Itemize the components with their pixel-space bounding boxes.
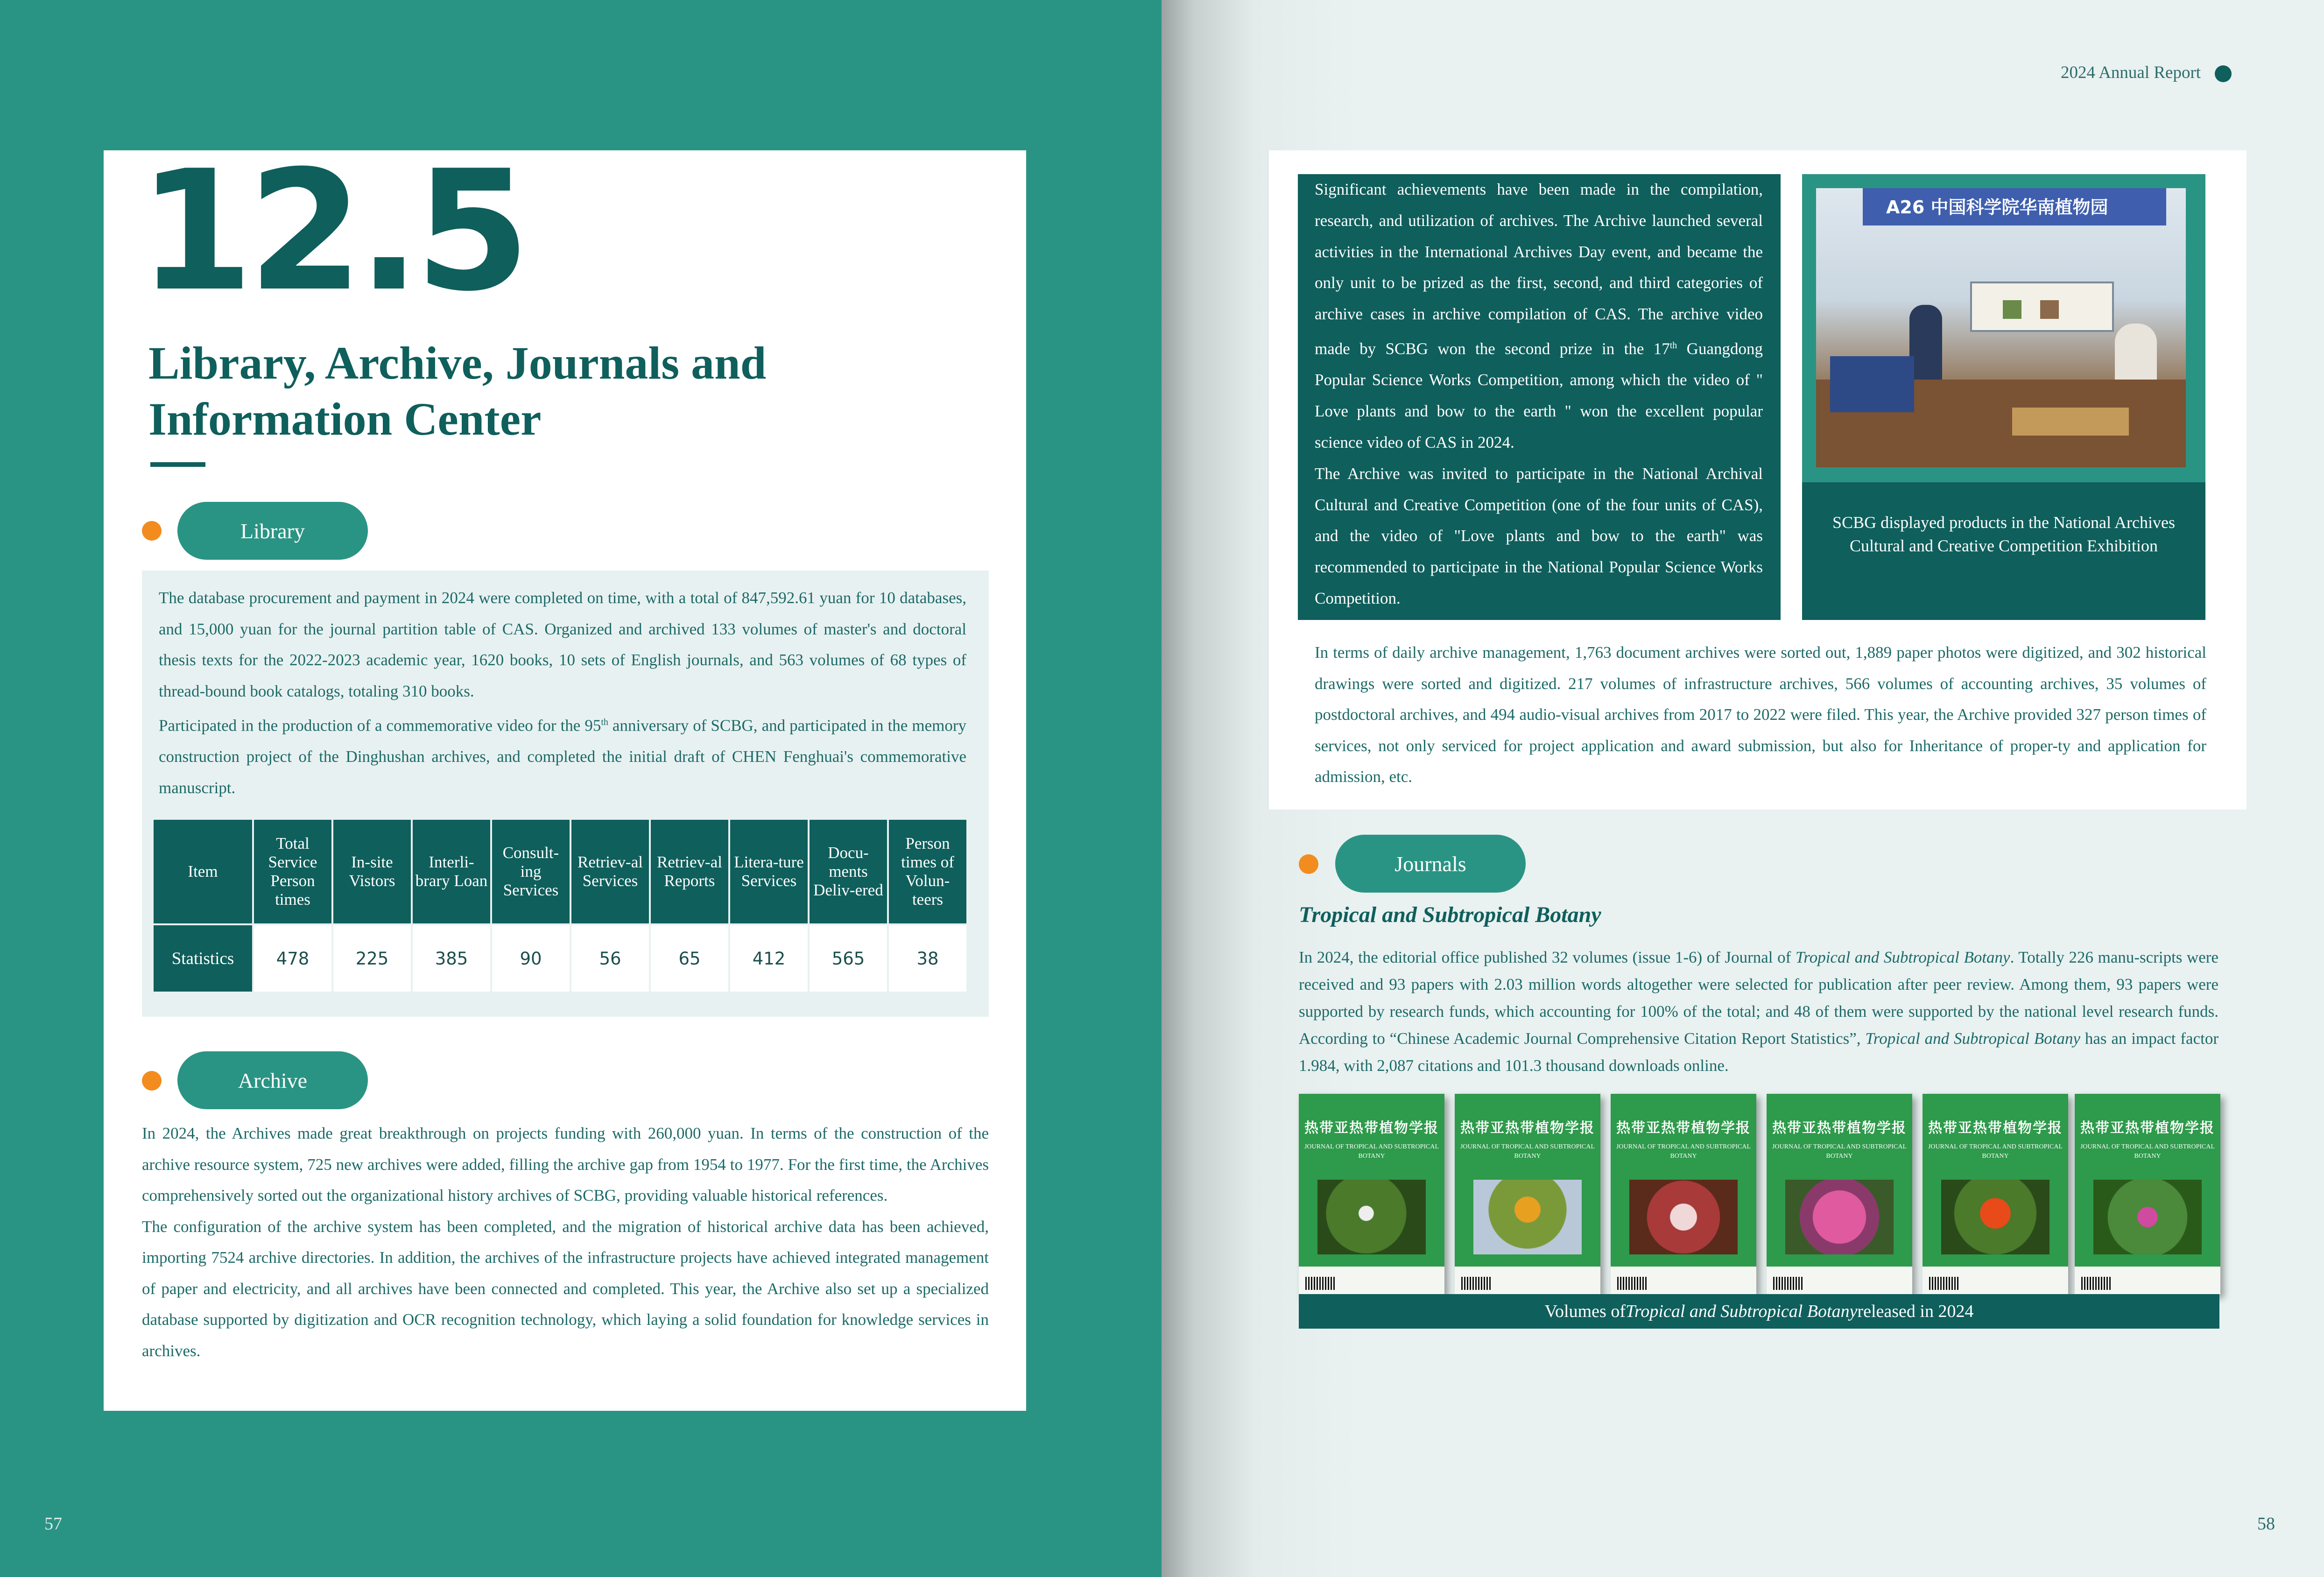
archive-paragraph-2: The configuration of the archive system has been completed, and the migration of historical archive data has been achieved, importing 7524 archive directories. In addition, the archives of the infrastructure projects have achieved integrated management of paper and electricity, and all archives have been connected and completed. This year, the Archive also set up a specialized database supported by digitization and OCR recognition technology, which laying a solid foundation for knowledge services in archives.: [142, 1217, 989, 1360]
table-cell: 225: [332, 924, 412, 993]
cover-barcode: [2081, 1277, 2111, 1290]
archive-highlight-paragraph-1: Significant achievements have been made in the compilation, research, and utilization of archives. The Archive launched several activities in the International Archives Day event, and became the only unit to be prized as the first, second, and third categories of archive cases in archive compilation of CAS. The archive video made by SCBG won the second prize in the 17th Guangdong Popular Science Works Competition, among which the video of " Love plants and bow to the earth " won the excellent popular science video of CAS in 2024.: [1315, 180, 1763, 452]
page-number-left: 57: [44, 1514, 62, 1534]
cover-plant-image: [1473, 1180, 1582, 1254]
archive-text: [142, 1118, 989, 1366]
table-cell: 412: [729, 924, 809, 993]
table-row: [153, 924, 967, 993]
journals-heading: Journals: [1335, 835, 1526, 893]
title-underline: [150, 462, 205, 467]
cover-barcode: [1773, 1277, 1803, 1290]
covers-caption: Volumes of Tropical and Subtropical Botany released in 2024: [1299, 1294, 2219, 1329]
cover-subtitle: JOURNAL OF TROPICAL AND SUBTROPICAL BOTANY: [1928, 1143, 2063, 1160]
cover-title: 热带亚热带植物学报: [1304, 1120, 1439, 1136]
table-cell: 56: [570, 924, 650, 993]
photo-artwork: [2040, 300, 2059, 319]
booth-sign-text: A26 中国科学院华南植物园: [1886, 197, 2108, 218]
table-header-row: [153, 819, 967, 924]
cover-plant-image: [1317, 1180, 1426, 1254]
section-number: 12.5: [138, 134, 525, 328]
cover-plant-image: [1629, 1180, 1738, 1254]
table-header-cell: Retriev-al Services: [570, 819, 650, 924]
table-cell: 385: [412, 924, 491, 993]
daily-management-paragraph: In terms of daily archive management, 1,763 document archives were sorted out, 1,889 paper photos were digitized, and 302 historical drawings were sorted and digitized. 217 volumes of infrastructure archives, 566 volumes of accounting archives, 35 volumes of postdoctoral archives, and 494 audio-visual archives from 2017 to 2022 were filed. This year, the Archive provided 327 person times of services, not only serviced for project application and award submission, but also for Inheritance of proper-ty and application for admission, etc.: [1315, 643, 2206, 786]
table-cell: 565: [809, 924, 888, 993]
cover-subtitle: JOURNAL OF TROPICAL AND SUBTROPICAL BOTANY: [1772, 1143, 1907, 1160]
cover-title: 热带亚热带植物学报: [1928, 1120, 2063, 1136]
table-cell: 65: [650, 924, 729, 993]
journal-name: Tropical and Subtropical Botany: [1299, 902, 1601, 927]
table-header-cell: Interli-brary Loan: [412, 819, 491, 924]
table-cell: 90: [491, 924, 570, 993]
daily-management-text: [1315, 637, 2206, 793]
report-header: 2024 Annual Report: [2061, 63, 2201, 82]
archive-highlight-text: [1315, 174, 1763, 614]
journal-cover: [1923, 1094, 2068, 1295]
photo-blue-boxes: [1830, 356, 1914, 412]
cover-barcode: [1929, 1277, 1959, 1290]
archive-paragraph-1: In 2024, the Archives made great breakthrough on projects funding with 260,000 yuan. In terms of the construction of the archive resource system, 725 new archives were added, filling the archive gap from 1954 to 1977. For the first time, the Archives comprehensively sorted out the organizational history archives of SCBG, providing valuable historical references.: [142, 1124, 989, 1204]
library-paragraph-1: The database procurement and payment in 2024 were completed on time, with a total of 847,592.61 yuan for 10 databases, and 15,000 yuan for the journal partition table of CAS. Organized and archived 133 volumes of master's and doctoral thesis texts for the 2022-2023 academic year, 1620 books, 10 sets of English journals, and 563 volumes of 68 types of thread-bound book catalogs, totaling 310 books.: [159, 589, 966, 700]
cover-barcode: [1305, 1277, 1335, 1290]
page-number-right: 58: [2257, 1514, 2275, 1534]
table-header-cell: Consult-ing Services: [491, 819, 570, 924]
table-header-cell: Person times of Volun-teers: [888, 819, 967, 924]
table-header-cell: Total Service Person times: [253, 819, 332, 924]
journal-cover: [1455, 1094, 1600, 1295]
cover-barcode: [1461, 1277, 1491, 1290]
table-header-cell: Retriev-al Reports: [650, 819, 729, 924]
cover-subtitle: JOURNAL OF TROPICAL AND SUBTROPICAL BOTANY: [1616, 1143, 1751, 1160]
cover-subtitle: JOURNAL OF TROPICAL AND SUBTROPICAL BOTANY: [2080, 1143, 2215, 1160]
library-paragraph-2: Participated in the production of a commemorative video for the 95th anniversary of SCBG, and participated in the memory construction project of the Dinghushan archives, and completed the initial draft of CHEN Fenghuai's commemorative manuscript.: [159, 716, 966, 797]
library-heading: Library: [177, 502, 368, 560]
cover-plant-image: [1941, 1180, 2049, 1254]
library-statistics-table: [152, 818, 968, 993]
library-text: [159, 583, 966, 803]
table-header-cell: Docu-ments Deliv-ered: [809, 819, 888, 924]
archive-heading: Archive: [177, 1051, 368, 1109]
table-row-label: Statistics: [153, 924, 253, 993]
journal-cover: [1767, 1094, 1912, 1295]
cover-subtitle: JOURNAL OF TROPICAL AND SUBTROPICAL BOTANY: [1304, 1143, 1439, 1160]
library-bullet-dot: [142, 521, 162, 541]
cover-title: 热带亚热带植物学报: [1772, 1120, 1907, 1136]
table-cell: 478: [253, 924, 332, 993]
journal-cover: [2075, 1094, 2220, 1295]
cover-plant-image: [1785, 1180, 1894, 1254]
table-cell: 38: [888, 924, 967, 993]
cover-title: 热带亚热带植物学报: [1616, 1120, 1751, 1136]
journal-cover: [1299, 1094, 1444, 1295]
exhibition-photo: [1816, 188, 2186, 467]
table-header-cell: In-site Vistors: [332, 819, 412, 924]
cover-title: 热带亚热带植物学报: [1460, 1120, 1595, 1136]
archive-highlight-paragraph-2: The Archive was invited to participate in the National Archival Cultural and Creative Competition (one of the four units of CAS), and the video of "Love plants and bow to the earth" was recommended to participate in the National Popular Science Works Competition.: [1315, 464, 1763, 608]
table-header-cell: Litera-ture Services: [729, 819, 809, 924]
photo-artwork: [2003, 300, 2021, 319]
cover-subtitle: JOURNAL OF TROPICAL AND SUBTROPICAL BOTANY: [1460, 1143, 1595, 1160]
archive-bullet-dot: [142, 1071, 162, 1091]
journals-bullet-dot: [1299, 854, 1318, 874]
journals-paragraph: In 2024, the editorial office published 32 volumes (issue 1-6) of Journal of Tropical and Subtropical Botany. Totally 226 manu-scripts were received and 93 papers with 2.03 million words altogether were selected for publication after peer review. Among them, 93 papers were supported by research funds, which accounting for 100% of the total; and 48 of them were supported by the national level research funds. According to “Chinese Academic Journal Comprehensive Citation Report Statistics”, Tropical and Subtropical Botany has an impact factor 1.984, with 2,087 citations and 101.3 thousand downloads online.: [1299, 948, 2218, 1075]
journal-cover: [1611, 1094, 1756, 1295]
header-dot: [2215, 65, 2232, 82]
cover-title: 热带亚热带植物学报: [2080, 1120, 2215, 1136]
section-title: Library, Archive, Journals and Information Center: [148, 337, 767, 445]
cover-plant-image: [2093, 1180, 2202, 1254]
photo-products: [2012, 408, 2129, 436]
cover-barcode: [1617, 1277, 1647, 1290]
table-header-cell: Item: [153, 819, 253, 924]
photo-caption: SCBG displayed products in the National Archives Cultural and Creative Competition Exhibition: [1832, 513, 2175, 555]
